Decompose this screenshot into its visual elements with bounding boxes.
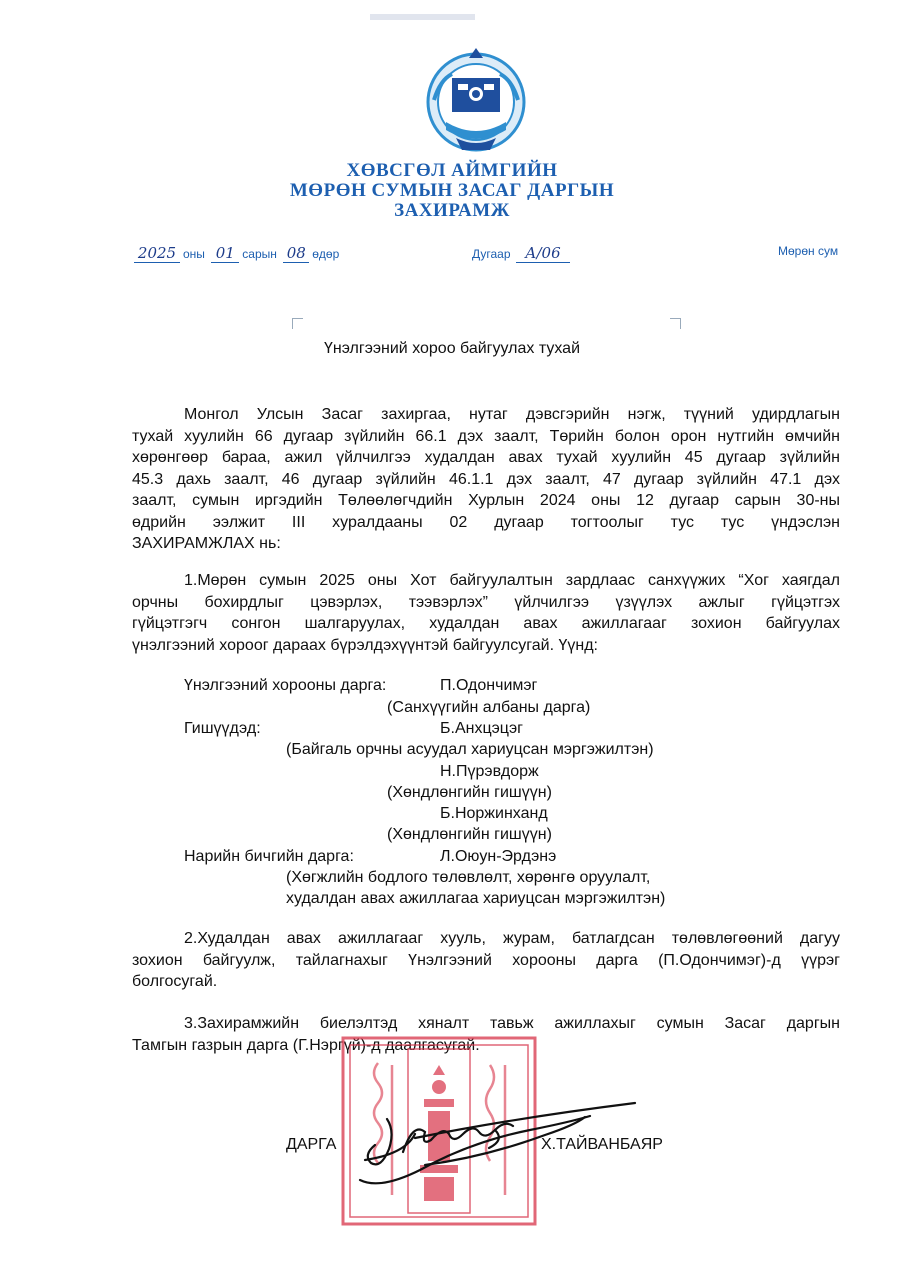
document-number-label: Дугаар xyxy=(472,247,511,261)
date-year: 2025 xyxy=(134,244,180,263)
preamble-line: ЗАХИРАМЖЛАХ нь: xyxy=(132,535,281,552)
scan-smudge xyxy=(370,12,475,22)
chair-position: (Санхүүгийн албаны дарга) xyxy=(387,699,591,716)
item-2-line: зохион байгуулж, тайлагнахыг Үнэлгээний хорооны дарга (П.Одончимэг)-д үүрэг xyxy=(132,951,840,969)
signatory-name: Х.ТАЙВАНБАЯР xyxy=(541,1136,663,1153)
item-2-line: болгосугай. xyxy=(132,973,218,990)
document-subject: Үнэлгээний хороо байгуулах тухай xyxy=(323,340,581,357)
preamble-line: 45.3 дахь заалт, 46 дугаар зүйлийн 46.1.1 дэх заалт, 47 дугаар зүйлийн 47.1 дэх xyxy=(132,470,840,488)
member-name: Н.Пүрэвдорж xyxy=(440,763,539,780)
date-month-suffix: сарын xyxy=(242,247,277,261)
handwritten-signature-icon xyxy=(345,1090,645,1200)
date-field xyxy=(134,244,339,263)
item-3-line: 3.Захирамжийн биелэлтэд хяналт тавьж ажиллахыг сумын Засаг даргын xyxy=(184,1015,840,1032)
member-name: Б.Анхцэцэг xyxy=(440,720,523,737)
document-number-field xyxy=(472,244,573,263)
document-type: ЗАХИРАМЖ xyxy=(394,200,510,221)
item-3-line: Тамгын газрын дарга (Г.Нэргүй)-д даалгасугай. xyxy=(132,1036,480,1054)
item-1-line: үнэлгээний хороог дараах бүрэлдэхүүнтэй байгуулсугай. Үүнд: xyxy=(132,636,598,654)
document-number: А/06 xyxy=(516,244,570,263)
date-year-suffix: оны xyxy=(183,247,205,261)
preamble-line: хөрөнгөөр бараа, ажил үйлчилгээ худалдан авах тухай хуулийн 45 дугаар зүйлийн xyxy=(132,449,840,466)
org-name-line2: МӨРӨН СУМЫН ЗАСАГ ДАРГЫН xyxy=(289,180,615,201)
item-1-line: орчны бохирдлыг цэвэрлэх, тээвэрлэх” үйлчилгээ үзүүлэх ажлыг гүйцэтгэх xyxy=(132,593,840,611)
member-name: Б.Норжинханд xyxy=(440,805,548,822)
secretary-position: худалдан авах ажиллагаа хариуцсан мэргэжилтэн) xyxy=(286,890,666,907)
preamble-line: өдрийн ээлжит III хуралдааны 02 дугаар тогтоолыг тус тус үндэслэн xyxy=(132,513,840,531)
preamble-paragraph xyxy=(132,404,840,555)
item-1-line: 1.Мөрөн сумын 2025 оны Хот байгуулалтын зардлаас санхүүжих “Хог хаягдал xyxy=(184,572,840,589)
item-2-paragraph xyxy=(132,928,840,993)
signatory-title: ДАРГА xyxy=(286,1136,337,1153)
member-position: (Хөндлөнгийн гишүүн) xyxy=(387,826,552,843)
corner-mark-right xyxy=(670,318,681,329)
secretary-label: Нарийн бичгийн дарга: xyxy=(184,848,354,865)
secretary-name: Л.Оюун-Эрдэнэ xyxy=(440,848,557,865)
preamble-line: тухай хуулийн 66 дугаар зүйлийн 66.1 дэх заалт, Төрийн болон орон нутгийн өмчийн xyxy=(132,427,840,445)
org-name-line1: ХӨВСГӨЛ АЙМГИЙН xyxy=(346,160,558,181)
item-2-line: 2.Худалдан авах ажиллагааг хууль, журам, батлагдсан төлөвлөгөөний дагуу xyxy=(184,930,840,947)
date-month: 01 xyxy=(211,244,239,263)
chair-label: Үнэлгээний хорооны дарга: xyxy=(184,677,387,694)
location: Мөрөн сум xyxy=(778,244,839,258)
date-day-suffix: өдөр xyxy=(312,247,340,261)
preamble-line: Монгол Улсын Засаг захиргаа, нутаг дэвсгэрийн нэгж, түүний удирдлагын xyxy=(184,406,840,423)
item-1-line: гүйцэтгэгч сонгон шалгаруулах, худалдан авах ажиллагааг зохион байгуулах xyxy=(132,615,840,632)
secretary-position: (Хөгжлийн бодлого төлөвлөлт, хөрөнгө оруулалт, xyxy=(286,869,651,886)
member-position: (Байгаль орчны асуудал хариуцсан мэргэжилтэн) xyxy=(286,741,654,758)
preamble-line: заалт, сумын иргэдийн Төлөөлөгчдийн Хурлын 2024 оны 12 дугаар сарын 30-ны xyxy=(132,492,840,509)
date-day: 08 xyxy=(283,244,309,263)
members-label: Гишүүдэд: xyxy=(184,720,261,737)
member-position: (Хөндлөнгийн гишүүн) xyxy=(387,784,552,801)
chair-name: П.Одончимэг xyxy=(440,677,538,694)
state-emblem-icon xyxy=(422,40,530,160)
item-1-paragraph xyxy=(132,570,840,656)
corner-mark-left xyxy=(292,318,303,329)
